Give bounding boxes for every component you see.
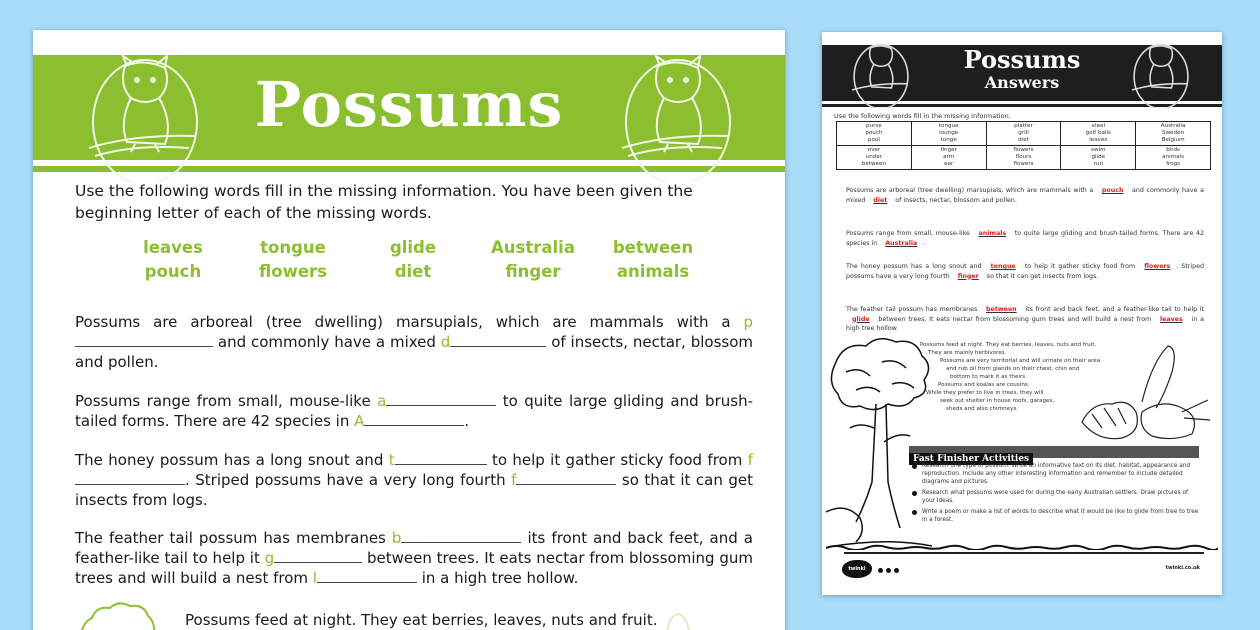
fill-paragraph-2: Possums range from small, mouse-like a to quite large gliding and brush-tailed forms. There are 42 species in A .	[75, 392, 753, 430]
word-options-table	[836, 121, 1211, 170]
answer-paragraph-4: The feather tail possum has membranes between its front and back feet, and a feather-like tail to help it glide between trees. It eats nectar from blossoming gum trees and will build a nest from leaves in a high tree hollow.	[846, 306, 1204, 332]
fact-line: sheds and also chimneys.	[946, 406, 1019, 412]
word-bank-item: between	[612, 238, 694, 257]
answer-word: glide	[852, 315, 870, 323]
hint-letter: f	[511, 471, 517, 489]
fact-line: Possums are very territorial and will urinate on their area	[940, 358, 1101, 364]
hint-letter: g	[264, 549, 275, 567]
word-bank-item: finger	[505, 262, 561, 281]
table-cell: over under between	[837, 146, 912, 170]
page-subtitle: Answers	[984, 73, 1060, 92]
leaf-icon	[663, 612, 693, 630]
fact-line: Possums and koalas are cousins.	[938, 382, 1030, 388]
answer-paragraph-2: Possums range from small, mouse-like animals to quite large gliding and brush-tailed forms. There are 42 species in Australia .	[846, 230, 1204, 247]
fill-paragraph-4: The feather tail possum has membranes b its front and back feet, and a feather-like tail to help it g between trees. It eats nectar from blossoming gum trees and will build a nest from l in a high tree hollow.	[75, 529, 753, 587]
word-bank-item: tongue	[260, 238, 326, 257]
hint-letter: p	[743, 313, 753, 331]
fast-finisher-heading: Fast Finisher Activities	[909, 446, 1199, 458]
answer-word: flowers	[1144, 263, 1171, 270]
word-bank-item: Australia	[491, 238, 575, 257]
answer-blank[interactable]	[386, 392, 496, 406]
answer-title	[822, 46, 1222, 92]
word-bank-item: flowers	[259, 262, 327, 281]
answer-word: finger	[957, 272, 979, 280]
page-title: Possums	[254, 68, 564, 141]
answer-word: between	[986, 306, 1017, 313]
answer-word: animals	[978, 230, 1007, 237]
hint-letter: d	[440, 333, 451, 351]
fact-line: Possums feed at night. They eat berries, leaves, nuts and fruit.	[185, 611, 658, 629]
fill-paragraph-1: Possums are arboreal (tree dwelling) marsupials, which are mammals with a p and commonly have a mixed d of insects, nectar, blossom and pollen.	[75, 313, 753, 371]
hint-letter: f	[747, 451, 753, 469]
answer-paragraph-1: Possums are arboreal (tree dwelling) marsupials, which are mammals with a pouch and commonly have a mixed diet of insects, nectar, blossom and pollen.	[846, 187, 1204, 204]
fast-finisher-list	[910, 462, 1202, 527]
word-bank-item: diet	[394, 262, 432, 281]
table-cell: Australia Sweden Belgium	[1136, 122, 1211, 146]
word-bank-item: pouch	[144, 262, 202, 281]
answer-blank[interactable]	[364, 412, 464, 426]
page-title: Possums	[963, 45, 1081, 74]
list-item: Research what possums were used for during the early Australian settlers. Draw pictures of your ideas.	[910, 489, 1202, 505]
word-bank	[113, 238, 713, 281]
footer-divider	[844, 552, 1204, 554]
table-cell: purse pouch pool	[837, 122, 912, 146]
table-cell: tongue lounge tonge	[911, 122, 986, 146]
bush-icon	[78, 600, 158, 630]
answer-word: diet	[873, 196, 888, 204]
fact-line: Possums feed at night. They eat berries, leaves, nuts and fruit.	[920, 342, 1097, 348]
hint-letter: a	[377, 392, 387, 410]
instructions: Use the following words fill in the missing information.	[834, 112, 1011, 120]
answer-paragraph-3: The honey possum has a long snout and tongue to help it gather sticky food from flowers . Striped possums have a very long fourth finger so that it can get insects from logs.	[846, 263, 1204, 280]
answer-blank[interactable]	[450, 333, 546, 347]
answer-word: pouch	[1101, 187, 1124, 194]
hint-letter: A	[354, 412, 365, 430]
word-bank-item: animals	[616, 262, 690, 281]
list-item: Research one type of possum. Write an informative text on its diet, habitat, appearance and reproduction. Include any other interesting information and remember to include detailed diagrams and pictures.	[910, 462, 1202, 486]
table-cell: finger arm ear	[911, 146, 986, 170]
fact-line: While they prefer to live in trees, they will	[926, 390, 1044, 396]
answer-word: Australia	[885, 239, 918, 247]
list-item: Write a poem or make a list of words to describe what it would be like to glide from tree to tree in a forest.	[910, 508, 1202, 524]
word-bank-item: glide	[389, 238, 437, 257]
grass-border	[826, 544, 1218, 550]
fill-paragraph-3: The honey possum has a long snout and t to help it gather sticky food from f. Striped possums have a very long fourth f so that it can get insects from logs.	[75, 451, 753, 509]
brand-dots-icon	[878, 568, 899, 573]
worksheet-page	[33, 30, 785, 630]
fruit-nuts-icon	[1072, 342, 1212, 446]
fact-line: and rub oil from glands on their chest, chin and	[946, 366, 1080, 372]
footer-url: twinkl.co.uk	[1165, 565, 1200, 571]
table-cell: birds animals frogs	[1136, 146, 1211, 170]
table-cell: swim glide run	[1061, 146, 1136, 170]
word-bank-item: leaves	[143, 238, 203, 257]
answer-blank[interactable]	[516, 471, 616, 485]
hint-letter: l	[312, 569, 317, 587]
answer-blank[interactable]	[317, 569, 417, 583]
answer-blank[interactable]	[75, 333, 213, 347]
answer-blank[interactable]	[274, 549, 362, 563]
table-cell: steel golf balls leaves	[1061, 122, 1136, 146]
brand-logo: twinkl	[842, 560, 872, 578]
answer-word: leaves	[1159, 315, 1183, 323]
hint-letter: b	[391, 529, 402, 547]
instructions: Use the following words fill in the missing information. You have been given the beginning letter of each of the missing words.	[75, 182, 693, 222]
answer-word: tongue	[990, 263, 1016, 270]
hint-letter: t	[388, 451, 395, 469]
answer-blank[interactable]	[395, 451, 487, 465]
table-cell: platter grill diet	[986, 122, 1061, 146]
fact-line: bottom to mark it as theirs.	[950, 374, 1027, 380]
table-cell: flowers flours flowers	[986, 146, 1061, 170]
answer-sheet-page	[822, 32, 1222, 595]
answer-blank[interactable]	[401, 529, 521, 543]
fact-line: They are mainly herbivores.	[928, 350, 1007, 356]
answer-blank[interactable]	[75, 471, 185, 485]
fact-line: seek out shelter in house roofs, garages,	[940, 398, 1055, 404]
